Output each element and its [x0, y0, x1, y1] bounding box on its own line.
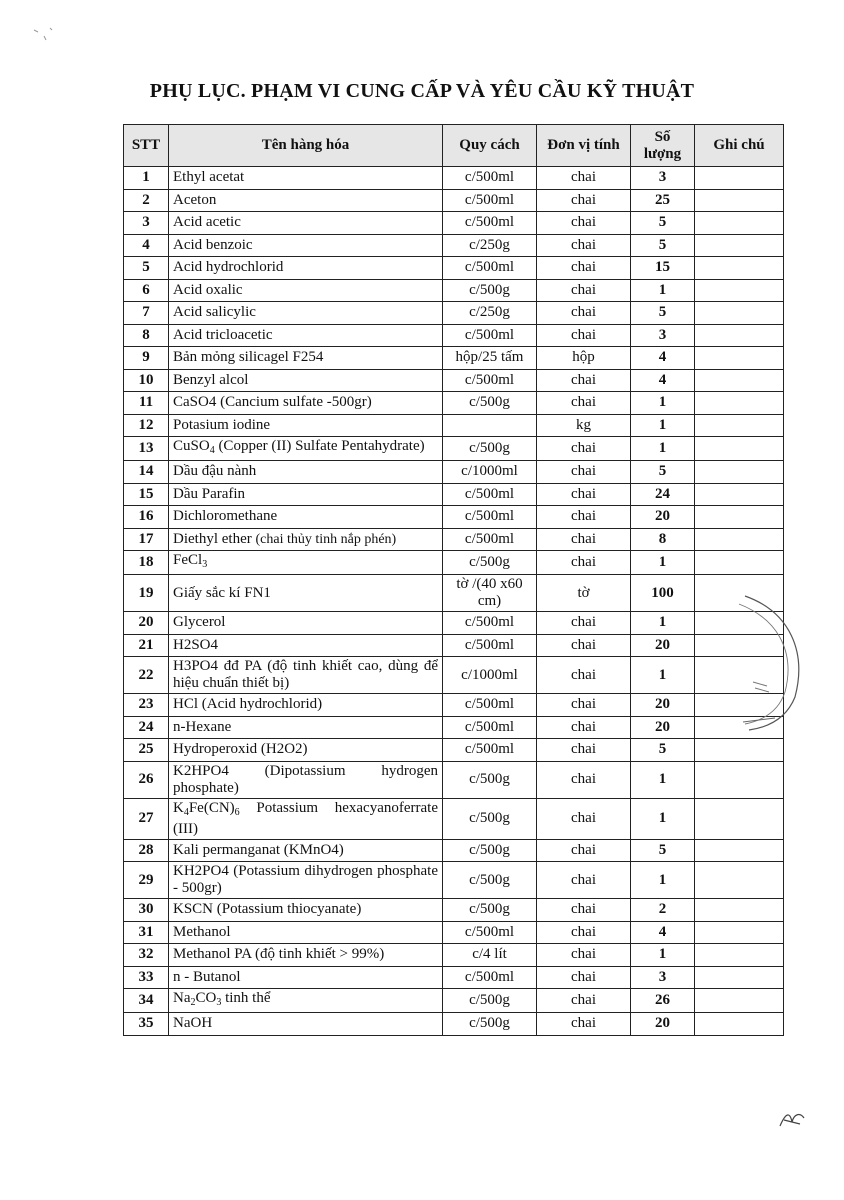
row-unit: chai: [537, 634, 631, 657]
row-unit: chai: [537, 302, 631, 325]
row-unit: tờ: [537, 575, 631, 612]
row-qty: 15: [631, 257, 695, 280]
row-spec: c/500g: [443, 279, 537, 302]
row-qty: 5: [631, 212, 695, 235]
row-stt: 9: [124, 347, 169, 370]
row-unit: chai: [537, 716, 631, 739]
row-name: KSCN (Potassium thiocyanate): [169, 899, 443, 922]
row-name: Bản mỏng silicagel F254: [169, 347, 443, 370]
row-spec: c/500ml: [443, 739, 537, 762]
row-unit: chai: [537, 551, 631, 575]
row-unit: chai: [537, 798, 631, 839]
row-spec: c/500ml: [443, 324, 537, 347]
table-row: [124, 716, 784, 739]
row-note: [695, 167, 784, 190]
header-note: Ghi chú: [695, 125, 784, 167]
name-part: (Copper (II) Sulfate Pentahydrate): [214, 438, 425, 454]
table-body: [124, 167, 784, 1036]
row-name: [169, 437, 443, 461]
table-row: [124, 575, 784, 612]
table-row: [124, 551, 784, 575]
row-name: Ethyl acetat: [169, 167, 443, 190]
row-stt: 3: [124, 212, 169, 235]
row-note: [695, 461, 784, 484]
table-row: [124, 302, 784, 325]
table-row: [124, 989, 784, 1013]
name-part: Fe(CN): [188, 799, 235, 816]
table-row: [124, 437, 784, 461]
row-spec: c/500ml: [443, 483, 537, 506]
row-spec: c/500ml: [443, 528, 537, 551]
row-unit: chai: [537, 437, 631, 461]
row-note: [695, 324, 784, 347]
row-unit: chai: [537, 528, 631, 551]
row-unit: chai: [537, 761, 631, 798]
row-note: [695, 414, 784, 437]
table-row: [124, 279, 784, 302]
table-row: [124, 506, 784, 529]
name-part: Na: [173, 990, 191, 1006]
row-stt: 27: [124, 798, 169, 839]
row-unit: chai: [537, 212, 631, 235]
row-unit: chai: [537, 944, 631, 967]
row-spec: c/500ml: [443, 212, 537, 235]
table-row: [124, 657, 784, 694]
table-row: [124, 257, 784, 280]
row-note: [695, 899, 784, 922]
row-qty: 20: [631, 506, 695, 529]
row-spec: c/500ml: [443, 716, 537, 739]
row-stt: 32: [124, 944, 169, 967]
row-name: [169, 528, 443, 551]
row-name: Aceton: [169, 189, 443, 212]
table-row: [124, 414, 784, 437]
table-row: [124, 528, 784, 551]
row-qty: 20: [631, 694, 695, 717]
row-spec: tờ /(40 x60 cm): [443, 575, 537, 612]
row-note: [695, 528, 784, 551]
row-name: Acid acetic: [169, 212, 443, 235]
row-qty: 1: [631, 551, 695, 575]
row-spec: c/250g: [443, 234, 537, 257]
name-part: FeCl: [173, 552, 203, 568]
table-row: [124, 1013, 784, 1036]
row-stt: 2: [124, 189, 169, 212]
row-qty: 5: [631, 461, 695, 484]
table-row: [124, 966, 784, 989]
table-row: [124, 739, 784, 762]
table-row: [124, 798, 784, 839]
row-stt: 29: [124, 862, 169, 899]
row-note: [695, 921, 784, 944]
table-row: [124, 461, 784, 484]
row-note: [695, 944, 784, 967]
row-name: Methanol: [169, 921, 443, 944]
row-name: Dầu Parafin: [169, 483, 443, 506]
row-note: [695, 839, 784, 862]
row-name: KH2PO4 (Potassium dihydrogen phosphate - 500gr): [169, 862, 443, 899]
row-unit: chai: [537, 369, 631, 392]
row-stt: 22: [124, 657, 169, 694]
row-name: Acid salicylic: [169, 302, 443, 325]
row-spec: [443, 414, 537, 437]
table-row: [124, 612, 784, 635]
row-stt: 34: [124, 989, 169, 1013]
row-name: Potasium iodine: [169, 414, 443, 437]
row-spec: c/500g: [443, 798, 537, 839]
table-row: [124, 212, 784, 235]
row-stt: 24: [124, 716, 169, 739]
row-unit: chai: [537, 966, 631, 989]
row-unit: chai: [537, 506, 631, 529]
row-stt: 21: [124, 634, 169, 657]
row-stt: 1: [124, 167, 169, 190]
header-spec: Quy cách: [443, 125, 537, 167]
row-qty: 1: [631, 944, 695, 967]
row-qty: 3: [631, 966, 695, 989]
row-unit: chai: [537, 1013, 631, 1036]
name-part: tinh thể: [221, 990, 271, 1006]
row-spec: c/500ml: [443, 634, 537, 657]
row-unit: hộp: [537, 347, 631, 370]
table-header-row: [124, 125, 784, 167]
row-stt: 26: [124, 761, 169, 798]
row-stt: 31: [124, 921, 169, 944]
row-name: [169, 551, 443, 575]
row-unit: chai: [537, 189, 631, 212]
row-note: [695, 506, 784, 529]
row-spec: c/500g: [443, 761, 537, 798]
row-stt: 13: [124, 437, 169, 461]
row-name: Hydroperoxid (H2O2): [169, 739, 443, 762]
row-name: Acid tricloacetic: [169, 324, 443, 347]
page-title: PHỤ LỤC. PHẠM VI CUNG CẤP VÀ YÊU CẦU KỸ THUẬT: [149, 80, 695, 102]
row-note: [695, 369, 784, 392]
table-row: [124, 862, 784, 899]
table-row: [124, 167, 784, 190]
row-unit: chai: [537, 862, 631, 899]
row-stt: 17: [124, 528, 169, 551]
row-stt: 12: [124, 414, 169, 437]
row-note: [695, 437, 784, 461]
table-row: [124, 189, 784, 212]
row-note: [695, 761, 784, 798]
row-stt: 25: [124, 739, 169, 762]
row-unit: chai: [537, 279, 631, 302]
name-part: K: [173, 799, 184, 816]
row-name: Giấy sắc kí FN1: [169, 575, 443, 612]
row-name: Benzyl alcol: [169, 369, 443, 392]
table-row: [124, 369, 784, 392]
seal-stamp-icon: [735, 592, 807, 732]
row-note: [695, 279, 784, 302]
row-stt: 19: [124, 575, 169, 612]
row-qty: 5: [631, 234, 695, 257]
row-qty: 4: [631, 347, 695, 370]
row-unit: chai: [537, 392, 631, 415]
row-stt: 14: [124, 461, 169, 484]
row-name: n - Butanol: [169, 966, 443, 989]
row-note: [695, 862, 784, 899]
row-spec: c/500ml: [443, 694, 537, 717]
table-row: [124, 234, 784, 257]
row-unit: chai: [537, 989, 631, 1013]
row-note: [695, 212, 784, 235]
row-name: [169, 989, 443, 1013]
row-note: [695, 551, 784, 575]
row-name: [169, 798, 443, 839]
table-row: [124, 899, 784, 922]
row-unit: chai: [537, 461, 631, 484]
row-name: H2SO4: [169, 634, 443, 657]
row-name: Glycerol: [169, 612, 443, 635]
row-qty: 1: [631, 798, 695, 839]
header-name: Tên hàng hóa: [169, 125, 443, 167]
row-stt: 16: [124, 506, 169, 529]
row-spec: c/500ml: [443, 189, 537, 212]
row-spec: c/500g: [443, 437, 537, 461]
row-note: [695, 798, 784, 839]
scribble-mark-icon: [30, 20, 70, 50]
row-qty: 4: [631, 921, 695, 944]
row-stt: 33: [124, 966, 169, 989]
row-qty: 25: [631, 189, 695, 212]
row-unit: chai: [537, 839, 631, 862]
table-row: [124, 944, 784, 967]
row-spec: c/500g: [443, 899, 537, 922]
row-name: Dichloromethane: [169, 506, 443, 529]
row-unit: chai: [537, 257, 631, 280]
row-note: [695, 1013, 784, 1036]
row-name: Kali permanganat (KMnO4): [169, 839, 443, 862]
row-qty: 100: [631, 575, 695, 612]
row-spec: c/500ml: [443, 506, 537, 529]
subscript: 3: [202, 559, 208, 570]
subscript: 2: [190, 997, 196, 1008]
row-stt: 20: [124, 612, 169, 635]
row-spec: c/500ml: [443, 921, 537, 944]
row-stt: 23: [124, 694, 169, 717]
name-part: (chai thủy tinh nắp phén): [255, 531, 397, 547]
row-unit: chai: [537, 657, 631, 694]
row-note: [695, 483, 784, 506]
table-row: [124, 839, 784, 862]
row-qty: 3: [631, 167, 695, 190]
row-spec: c/500g: [443, 551, 537, 575]
table-row: [124, 634, 784, 657]
row-qty: 1: [631, 862, 695, 899]
row-stt: 6: [124, 279, 169, 302]
row-unit: kg: [537, 414, 631, 437]
row-spec: c/500g: [443, 1013, 537, 1036]
row-name: n-Hexane: [169, 716, 443, 739]
row-note: [695, 257, 784, 280]
row-note: [695, 189, 784, 212]
row-qty: 4: [631, 369, 695, 392]
row-qty: 5: [631, 302, 695, 325]
row-name: Acid hydrochlorid: [169, 257, 443, 280]
row-note: [695, 966, 784, 989]
row-spec: c/1000ml: [443, 461, 537, 484]
subscript: 4: [209, 445, 215, 456]
name-part: CO: [195, 990, 217, 1006]
row-stt: 35: [124, 1013, 169, 1036]
row-name: H3PO4 đđ PA (độ tinh khiết cao, dùng để hiệu chuẩn thiết bị): [169, 657, 443, 694]
row-spec: c/500ml: [443, 257, 537, 280]
row-qty: 20: [631, 716, 695, 739]
row-note: [695, 234, 784, 257]
row-qty: 26: [631, 989, 695, 1013]
name-part: Potassium hexacyanoferrate (III): [173, 799, 438, 837]
table-row: [124, 483, 784, 506]
row-note: [695, 392, 784, 415]
row-qty: 1: [631, 612, 695, 635]
header-qty: Số lượng: [631, 125, 695, 167]
row-qty: 1: [631, 414, 695, 437]
row-qty: 1: [631, 761, 695, 798]
table-row: [124, 392, 784, 415]
name-part: Diethyl ether: [173, 530, 256, 547]
row-unit: chai: [537, 167, 631, 190]
row-qty: 3: [631, 324, 695, 347]
subscript: 4: [183, 806, 189, 818]
row-spec: c/500g: [443, 862, 537, 899]
row-stt: 28: [124, 839, 169, 862]
row-note: [695, 739, 784, 762]
row-qty: 20: [631, 634, 695, 657]
row-note: [695, 302, 784, 325]
row-unit: chai: [537, 234, 631, 257]
subscript: 3: [216, 997, 222, 1008]
row-spec: c/500g: [443, 839, 537, 862]
row-spec: c/500ml: [443, 369, 537, 392]
row-name: K2HPO4 (Dipotassium hydrogen phosphate): [169, 761, 443, 798]
subscript: 6: [234, 806, 240, 818]
header-stt: STT: [124, 125, 169, 167]
row-name: Dầu đậu nành: [169, 461, 443, 484]
row-stt: 5: [124, 257, 169, 280]
row-stt: 11: [124, 392, 169, 415]
row-qty: 5: [631, 839, 695, 862]
row-unit: chai: [537, 921, 631, 944]
row-qty: 1: [631, 279, 695, 302]
table-row: [124, 921, 784, 944]
row-note: [695, 347, 784, 370]
row-unit: chai: [537, 483, 631, 506]
row-qty: 20: [631, 1013, 695, 1036]
row-name: NaOH: [169, 1013, 443, 1036]
row-qty: 24: [631, 483, 695, 506]
row-stt: 10: [124, 369, 169, 392]
row-name: HCl (Acid hydrochlorid): [169, 694, 443, 717]
table-row: [124, 761, 784, 798]
table-row: [124, 694, 784, 717]
row-stt: 30: [124, 899, 169, 922]
table-row: [124, 347, 784, 370]
row-qty: 8: [631, 528, 695, 551]
row-qty: 1: [631, 392, 695, 415]
row-qty: 5: [631, 739, 695, 762]
row-qty: 2: [631, 899, 695, 922]
row-note: [695, 989, 784, 1013]
row-name: CaSO4 (Cancium sulfate -500gr): [169, 392, 443, 415]
row-unit: chai: [537, 899, 631, 922]
row-spec: c/500ml: [443, 966, 537, 989]
row-stt: 15: [124, 483, 169, 506]
row-stt: 18: [124, 551, 169, 575]
header-unit: Đơn vị tính: [537, 125, 631, 167]
row-stt: 4: [124, 234, 169, 257]
row-spec: hộp/25 tấm: [443, 347, 537, 370]
row-qty: 1: [631, 437, 695, 461]
row-spec: c/1000ml: [443, 657, 537, 694]
goods-table: [123, 124, 784, 1036]
row-name: Acid oxalic: [169, 279, 443, 302]
row-stt: 7: [124, 302, 169, 325]
row-stt: 8: [124, 324, 169, 347]
row-unit: chai: [537, 612, 631, 635]
row-spec: c/4 lít: [443, 944, 537, 967]
row-unit: chai: [537, 739, 631, 762]
row-spec: c/250g: [443, 302, 537, 325]
row-spec: c/500g: [443, 392, 537, 415]
row-unit: chai: [537, 694, 631, 717]
row-unit: chai: [537, 324, 631, 347]
signature-initials-icon: [778, 1108, 808, 1130]
row-spec: c/500g: [443, 989, 537, 1013]
row-name: Methanol PA (độ tinh khiết > 99%): [169, 944, 443, 967]
row-name: Acid benzoic: [169, 234, 443, 257]
row-qty: 1: [631, 657, 695, 694]
table-row: [124, 324, 784, 347]
row-spec: c/500ml: [443, 612, 537, 635]
row-spec: c/500ml: [443, 167, 537, 190]
name-part: CuSO: [173, 438, 210, 454]
